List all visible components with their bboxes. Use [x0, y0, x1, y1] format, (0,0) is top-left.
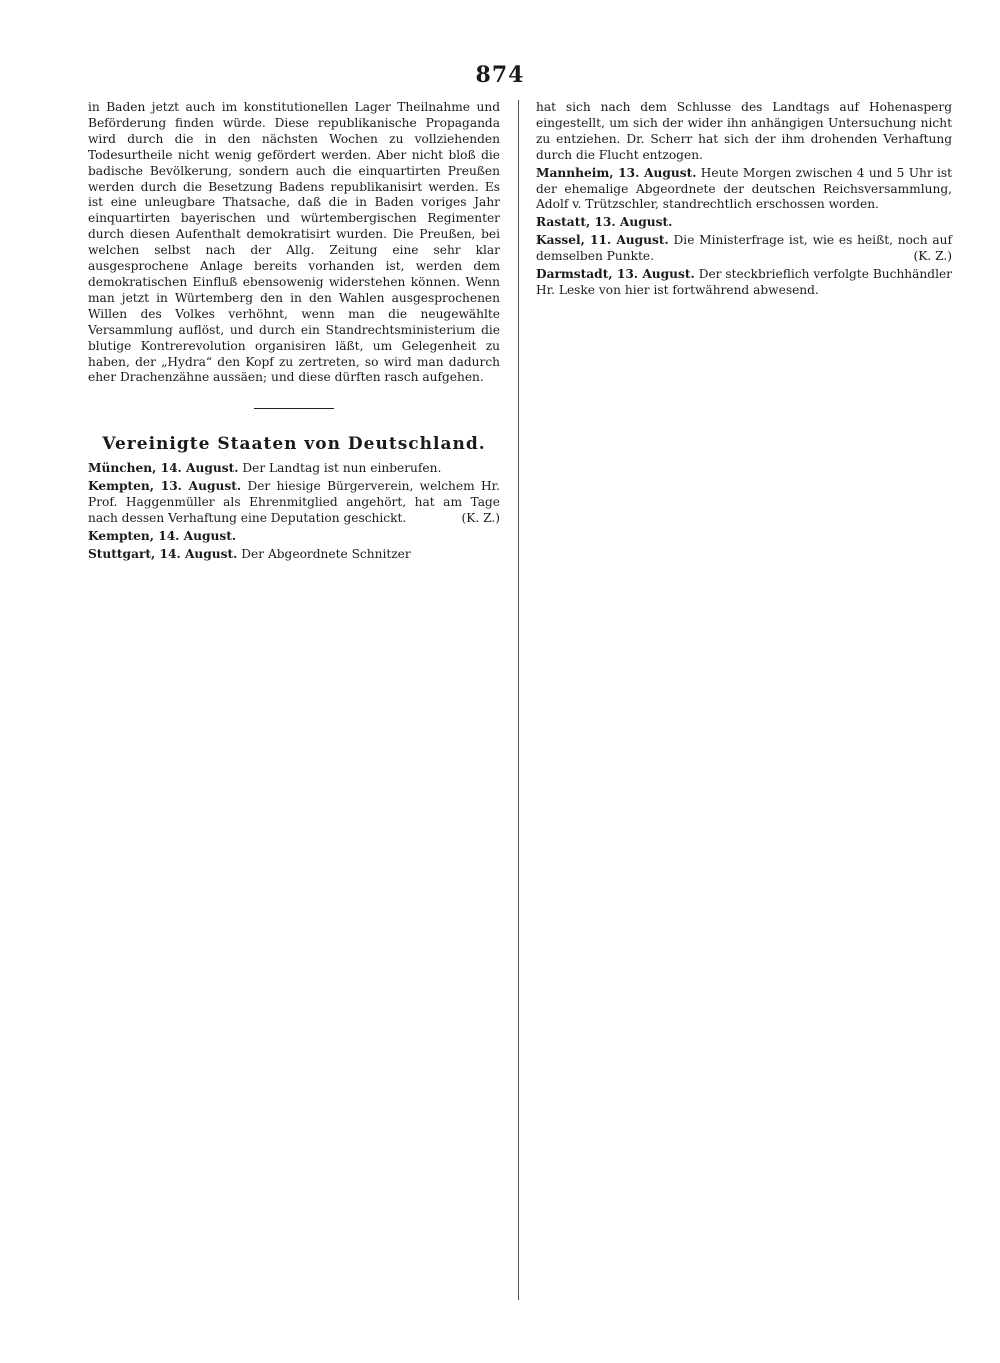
news-entry	[88, 529, 500, 545]
entry-text: Der steckbrieflich verfolgte Buchhändler Hr. Leske von hier ist fortwährend abwesend.	[536, 267, 953, 297]
left-column	[88, 100, 500, 565]
column-divider	[518, 100, 519, 1300]
entry-text: Der Landtag ist nun einberufen.	[242, 461, 442, 476]
news-entry	[536, 215, 952, 231]
entry-text: Der hiesige Bürgerverein, welchem Hr. Prof. Haggenmüller als Ehrenmitglied angehört, hat am Tage nach dessen Verhaftung eine Deputation geschickt.	[88, 479, 501, 525]
source-citation: (K. Z.)	[913, 249, 952, 264]
dateline: Rastatt, 13. August.	[536, 215, 673, 230]
dateline: Stuttgart, 14. August.	[88, 546, 238, 561]
dateline: Kassel, 11. August.	[536, 233, 669, 248]
entry-text: Heute Morgen zwischen 4 und 5 Uhr ist der ehemalige Abgeordnete der deutschen Reichsversammlung, Adolf v. Trützschler, standrechtlich erschossen worden.	[536, 165, 952, 212]
right-column	[536, 100, 952, 301]
news-entry	[88, 547, 500, 563]
section-divider	[254, 408, 334, 409]
news-entry	[88, 479, 500, 527]
news-entry	[536, 100, 952, 164]
news-entry	[536, 233, 952, 265]
news-entry	[536, 267, 952, 299]
article-paragraph: in Baden jetzt auch im konstitutionellen Lager Theilnahme und Beförderung finden würde. Diese republikanische Propaganda wird durch die in den nächsten Wochen zu vollziehenden Todesurtheile nicht wenig gefördert werden. Aber nicht bloß die badische Bevölkerung, sondern auch die einquartirten Preußen werden durch die Besetzung Badens republikanisirt werden. Es ist eine unleugbare Thatsache, daß die in Baden voriges Jahr einquartirten bayerischen und würtembergischen Regimenter durch diesen Aufenthalt demokratisirt wurden. Die Preußen, bei welchen selbst nach der Allg. Zeitung eine sehr klar ausgesprochene Anlage bereits vorhanden ist, werden dem demokratischen Einfluß ebensowenig widerstehen können. Wenn man jetzt in Würtemberg den in den Wahlen ausgesprochenen Willen des Volkes verhöhnt, wenn man die neugewählte Versammlung auflöst, und durch ein Standrechtsministerium die blutige Kontrerevolution organisiren läßt, um Gelegenheit zu haben, der „Hydra“ den Kopf zu zertreten, so wird man dadurch eher Drachenzähne aussäen; und diese dürften rasch aufgehen.	[88, 100, 500, 385]
dateline: Mannheim, 13. August.	[536, 165, 697, 180]
entry-text: Die Ministerfrage ist, wie es heißt, noch auf demselben Punkte.	[536, 233, 953, 264]
page-number: 874	[475, 62, 525, 88]
entry-text: hat sich nach dem Schlusse des Landtags auf Hohenasperg eingestellt, um sich der wider ihn anhängigen Untersuchung nicht zu entziehen. Dr. Scherr hat sich der ihm drohenden Verhaftung durch die Flucht entzogen.	[536, 100, 952, 162]
entry-text: Der Abgeordnete Schnitzer	[241, 546, 411, 561]
news-entry	[88, 461, 500, 477]
dateline: Darmstadt, 13. August.	[536, 267, 695, 282]
source-citation: (K. Z.)	[461, 510, 500, 525]
section-title: Vereinigte Staaten von Deutschland.	[102, 434, 486, 455]
dateline: München, 14. August.	[88, 461, 239, 476]
dateline: Kempten, 14. August.	[88, 528, 237, 543]
dateline: Kempten, 13. August.	[88, 479, 242, 494]
news-entry	[536, 166, 952, 214]
